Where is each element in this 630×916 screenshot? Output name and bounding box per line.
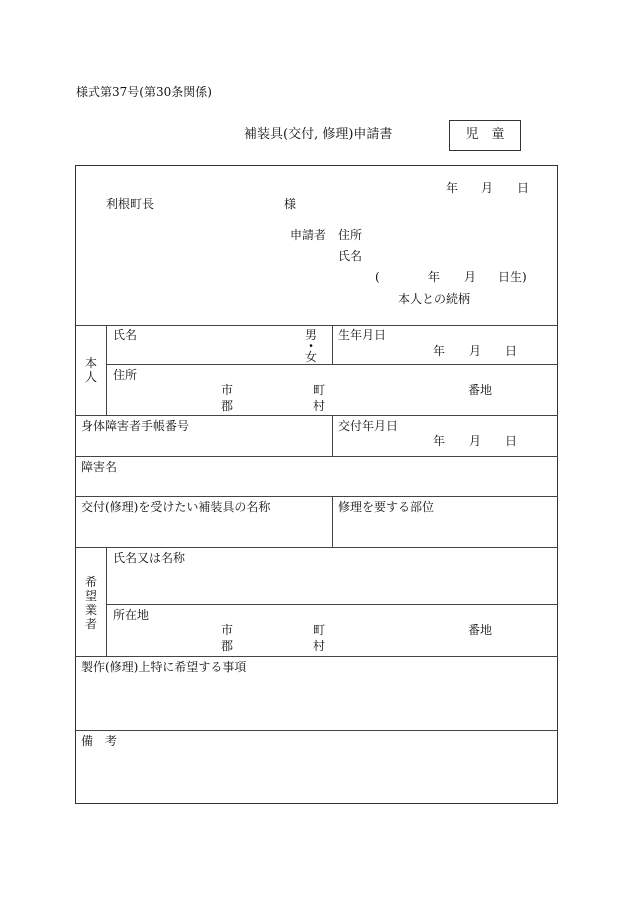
vendor-address-county: 郡 bbox=[221, 639, 234, 653]
applicant-relation-label: 本人との続柄 bbox=[398, 292, 471, 306]
sex-female[interactable]: 女 bbox=[305, 350, 318, 364]
birthdate-year: 年 bbox=[433, 344, 446, 358]
applicant-birth-month: 月 bbox=[464, 270, 477, 284]
divider bbox=[106, 547, 107, 656]
issue-date-label: 交付年月日 bbox=[338, 419, 399, 433]
divider bbox=[106, 364, 558, 365]
applicant-address-label: 住所 bbox=[338, 228, 363, 242]
applicant-birth-open: ( bbox=[375, 270, 380, 284]
disability-name-label: 障害名 bbox=[81, 460, 118, 474]
issue-date-year: 年 bbox=[433, 434, 446, 448]
address-village: 村 bbox=[313, 399, 326, 413]
date-month: 月 bbox=[481, 181, 494, 195]
divider bbox=[75, 730, 558, 731]
form-number: 様式第37号(第30条関係) bbox=[76, 85, 212, 99]
issue-date-month: 月 bbox=[469, 434, 482, 448]
addressee-name: 利根町長 bbox=[106, 197, 155, 211]
vendor-address-lot: 番地 bbox=[468, 623, 493, 637]
sex-separator: ・ bbox=[305, 339, 318, 353]
address-lot: 番地 bbox=[468, 383, 493, 397]
divider bbox=[75, 496, 558, 497]
divider bbox=[75, 456, 558, 457]
remarks-label: 備 考 bbox=[81, 734, 118, 748]
divider bbox=[332, 496, 333, 547]
vendor-address-town: 町 bbox=[313, 623, 326, 637]
divider bbox=[75, 325, 558, 326]
category-label: 児 童 bbox=[465, 127, 505, 142]
issue-date-day: 日 bbox=[505, 434, 518, 448]
address-town: 町 bbox=[313, 383, 326, 397]
addressee-honorific: 様 bbox=[284, 197, 297, 211]
address-county: 郡 bbox=[221, 399, 234, 413]
divider bbox=[75, 547, 558, 548]
form-frame bbox=[75, 165, 558, 804]
repair-part-label: 修理を要する部位 bbox=[338, 500, 435, 514]
birthdate-day: 日 bbox=[505, 344, 518, 358]
principal-section-label: 本 人 bbox=[84, 356, 97, 384]
vendor-location-label: 所在地 bbox=[113, 608, 150, 622]
principal-name-label: 氏名 bbox=[113, 328, 138, 342]
divider bbox=[106, 325, 107, 415]
date-year: 年 bbox=[446, 181, 459, 195]
birthdate-month: 月 bbox=[469, 344, 482, 358]
divider bbox=[332, 415, 333, 456]
divider bbox=[75, 415, 558, 416]
vendor-address-city: 市 bbox=[221, 623, 234, 637]
birthdate-label: 生年月日 bbox=[338, 328, 387, 342]
applicant-birth-year: 年 bbox=[428, 270, 441, 284]
applicant-name-label: 氏名 bbox=[338, 249, 363, 263]
address-city: 市 bbox=[221, 383, 234, 397]
principal-address-label: 住所 bbox=[113, 368, 138, 382]
applicant-label: 申請者 bbox=[290, 228, 327, 242]
sex-male[interactable]: 男 bbox=[305, 328, 318, 342]
form-title: 補装具(交付, 修理)申請書 bbox=[244, 127, 393, 142]
vendor-section-label: 希 望 業 者 bbox=[84, 575, 97, 631]
category-box bbox=[449, 120, 521, 151]
applicant-birth-day: 日生) bbox=[498, 270, 527, 284]
divider bbox=[332, 325, 333, 364]
device-name-label: 交付(修理)を受けたい補装具の名称 bbox=[81, 500, 271, 514]
special-request-label: 製作(修理)上特に希望する事項 bbox=[81, 660, 247, 674]
divider bbox=[106, 604, 558, 605]
date-day: 日 bbox=[517, 181, 530, 195]
vendor-name-label: 氏名又は名称 bbox=[113, 551, 186, 565]
handbook-number-label: 身体障害者手帳番号 bbox=[81, 419, 190, 433]
vendor-address-village: 村 bbox=[313, 639, 326, 653]
divider bbox=[75, 656, 558, 657]
